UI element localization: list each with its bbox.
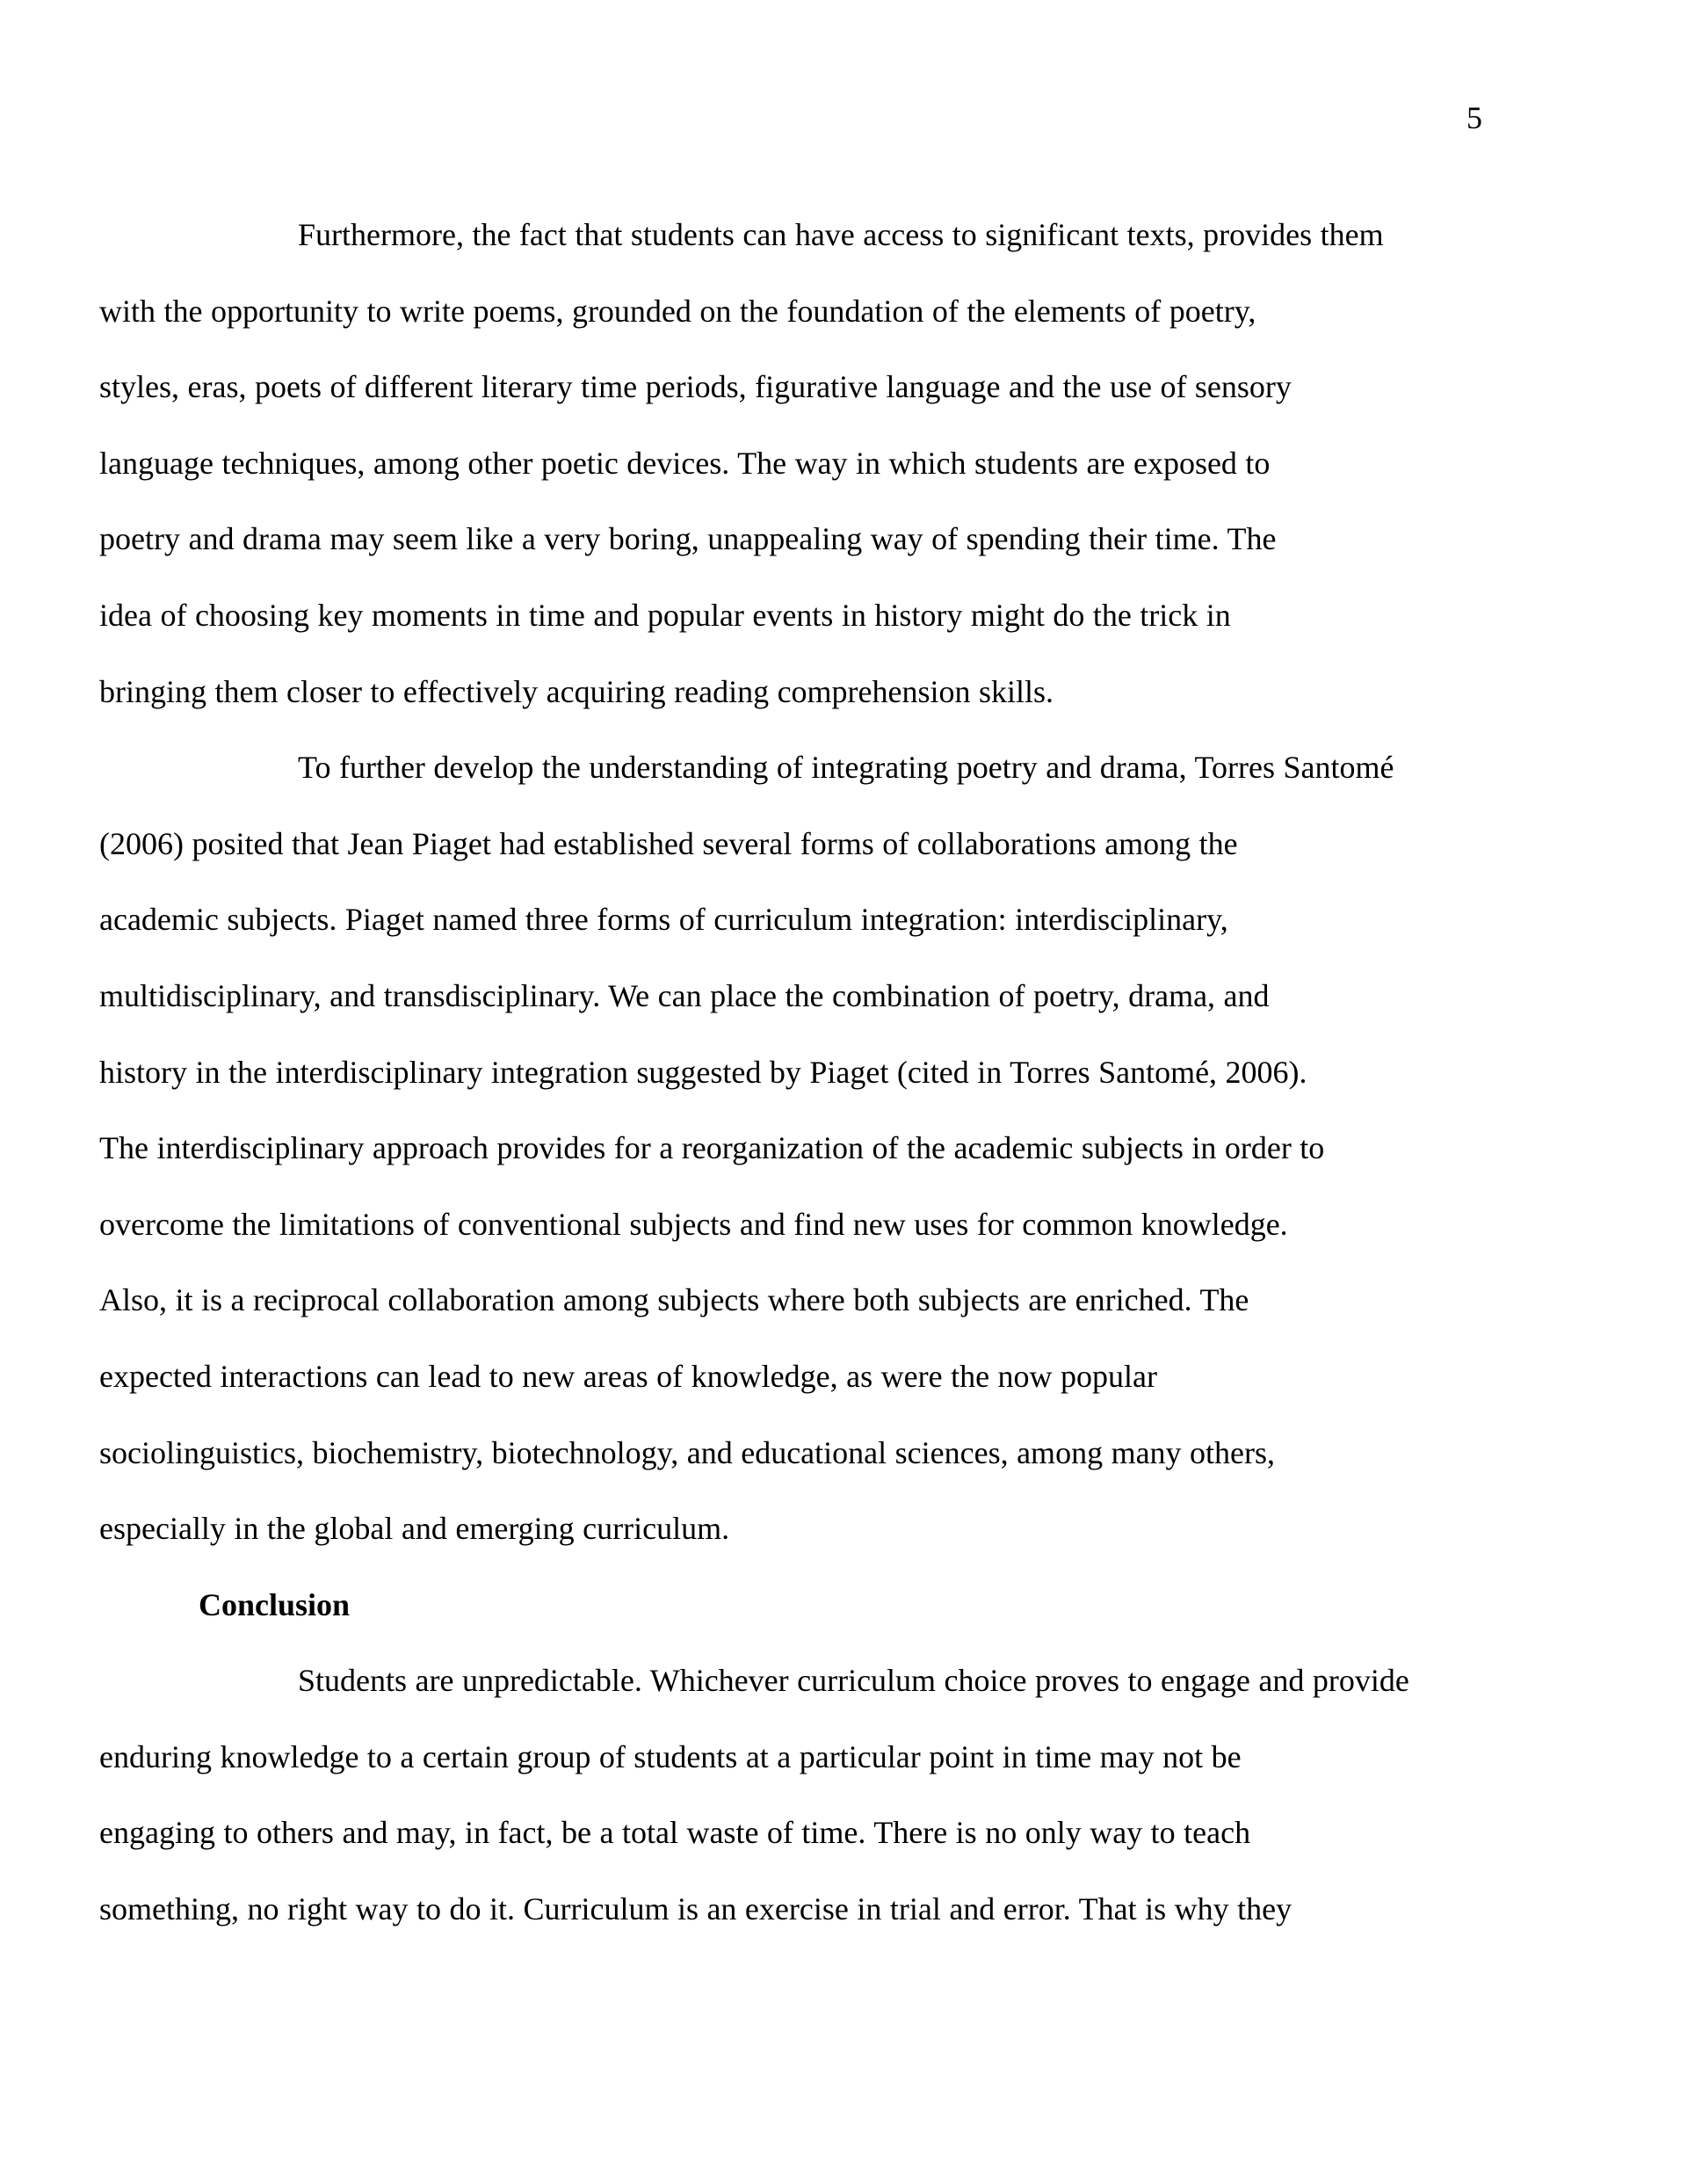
text-line: idea of choosing key moments in time and popular events in history might do the trick in bbox=[99, 597, 1231, 633]
text-line: something, no right way to do it. Curriculum is an exercise in trial and error. That is why they bbox=[99, 1891, 1292, 1927]
text-line: styles, eras, poets of different literary time periods, figurative language and the use of sensory bbox=[99, 369, 1292, 405]
text-line: with the opportunity to write poems, grounded on the foundation of the elements of poetry, bbox=[99, 293, 1256, 329]
text-line: The interdisciplinary approach provides for a reorganization of the academic subjects in order to bbox=[99, 1130, 1325, 1166]
paragraph-curriculum-integration bbox=[99, 729, 1490, 1567]
page-number: 5 bbox=[1466, 100, 1482, 135]
text-line: Also, it is a reciprocal collaboration among subjects where both subjects are enriched. The bbox=[99, 1282, 1249, 1318]
text-line: especially in the global and emerging curriculum. bbox=[99, 1511, 730, 1547]
paragraph-conclusion bbox=[99, 1643, 1490, 1947]
text-line: sociolinguistics, biochemistry, biotechnology, and educational sciences, among many others, bbox=[99, 1434, 1276, 1470]
text-line: history in the interdisciplinary integration suggested by Piaget (cited in Torres Santomé, 2006). bbox=[99, 1054, 1307, 1090]
text-line: academic subjects. Piaget named three forms of curriculum integration: interdisciplinary, bbox=[99, 902, 1228, 938]
text-line: language techniques, among other poetic devices. The way in which students are exposed to bbox=[99, 445, 1271, 481]
text-line: engaging to others and may, in fact, be a total waste of time. There is no only way to teach bbox=[99, 1815, 1251, 1851]
document-body bbox=[99, 197, 1490, 1948]
text-line: overcome the limitations of conventional subjects and find new uses for common knowledge. bbox=[99, 1206, 1288, 1242]
text-line: bringing them closer to effectively acquiring reading comprehension skills. bbox=[99, 673, 1054, 709]
text-line: multidisciplinary, and transdisciplinary. We can place the combination of poetry, drama, and bbox=[99, 977, 1270, 1013]
text-line: Furthermore, the fact that students can have access to significant texts, provides them bbox=[298, 217, 1384, 252]
text-line: Students are unpredictable. Whichever curriculum choice proves to engage and provide bbox=[298, 1663, 1409, 1699]
text-line: (2006) posited that Jean Piaget had established several forms of collaborations among the bbox=[99, 825, 1238, 861]
text-line: expected interactions can lead to new areas of knowledge, as were the now popular bbox=[99, 1358, 1158, 1394]
section-heading-conclusion: Conclusion bbox=[199, 1586, 351, 1622]
text-line: enduring knowledge to a certain group of students at a particular point in time may not be bbox=[99, 1738, 1242, 1774]
text-line: poetry and drama may seem like a very boring, unappealing way of spending their time. The bbox=[99, 521, 1277, 557]
text-line: To further develop the understanding of integrating poetry and drama, Torres Santomé bbox=[298, 750, 1394, 786]
paragraph-poetry-texts bbox=[99, 197, 1490, 729]
